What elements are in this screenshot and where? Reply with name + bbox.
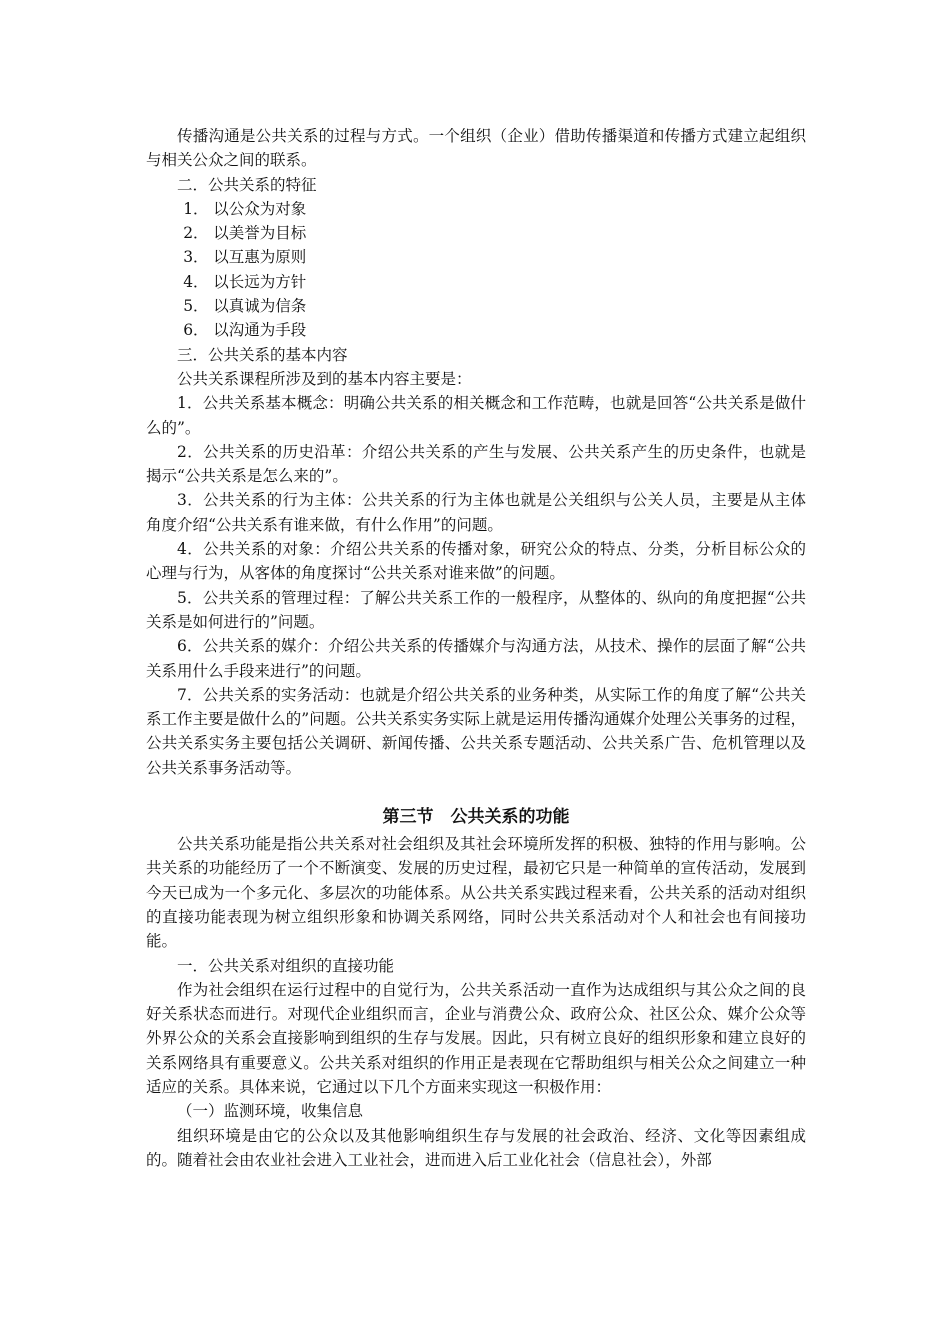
subheading-monitor-environment: （一）监测环境，收集信息 xyxy=(177,1102,364,1121)
paragraph-environment: 组织环境是由它的公众以及其他影响组织生存与发展的社会政治、经济、文化等因素组成的。随着社会由农业社会进入工业社会，进而进入后工业化社会（信息社会），外部 xyxy=(146,1126,806,1169)
content-item-1: 1．公共关系基本概念：明确公共关系的相关概念和工作范畴，也就是回答“公共关系是做什么的”。 xyxy=(146,394,806,437)
list-item: 3． 以互惠为原则 xyxy=(183,248,307,267)
content-item-6: 6．公共关系的媒介：介绍公共关系的传播媒介与沟通方法，从技术、操作的层面了解“公共关系用什么手段来进行”的问题。 xyxy=(146,637,806,680)
heading-direct-function: 一．公共关系对组织的直接功能 xyxy=(177,956,395,975)
content-item-5: 5．公共关系的管理过程：了解公共关系工作的一般程序，从整体的、纵向的角度把握“公共关系是如何进行的”问题。 xyxy=(146,588,806,631)
list-item: 2． 以美誉为目标 xyxy=(183,224,307,243)
paragraph-direct-function: 作为社会组织在运行过程中的自觉行为，公共关系活动一直作为达成组织与其公众之间的良好关系状态而进行。对现代企业组织而言，企业与消费公众、政府公众、社区公众、媒介公众等外界公众的关系会直接影响到组织的生存与发展。因此，只有树立良好的组织形象和建立良好的关系网络具有重要意义。公共关系对组织的作用正是表现在它帮助组织与相关公众之间建立一种适应的关系。具体来说，它通过以下几个方面来实现这一积极作用： xyxy=(146,980,806,1096)
paragraph-communication: 传播沟通是公共关系的过程与方式。一个组织（企业）借助传播渠道和传播方式建立起组织与相关公众之间的联系。 xyxy=(146,127,806,170)
features-list xyxy=(146,197,806,343)
content-item-7: 7．公共关系的实务活动：也就是介绍公共关系的业务种类，从实际工作的角度了解“公共关系工作主要是做什么的”问题。公共关系实务实际上就是运用传播沟通媒介处理公关事务的过程，公共关系实务主要包括公关调研、新闻传播、公共关系专题活动、公共关系广告、危机管理以及公共关系事务活动等。 xyxy=(146,685,806,777)
list-item: 6． 以沟通为手段 xyxy=(183,321,307,340)
document-page xyxy=(146,124,806,1172)
heading-basic-content: 三．公共关系的基本内容 xyxy=(177,345,348,364)
list-item: 1． 以公众为对象 xyxy=(183,199,307,218)
paragraph-function-overview: 公共关系功能是指公共关系对社会组织及其社会环境所发挥的积极、独特的作用与影响。公共关系的功能经历了一个不断演变、发展的历史过程，最初它只是一种简单的宣传活动，发展到今天已成为一个多元化、多层次的功能体系。从公共关系实践过程来看，公共关系的活动对组织的直接功能表现为树立组织形象和协调关系网络，同时公共关系活动对个人和社会也有间接功能。 xyxy=(146,835,806,951)
content-item-2: 2．公共关系的历史沿革：介绍公共关系的产生与发展、公共关系产生的历史条件，也就是揭示“公共关系是怎么来的”。 xyxy=(146,442,806,486)
section-title: 第三节 公共关系的功能 xyxy=(382,807,570,828)
content-item-3: 3．公共关系的行为主体：公共关系的行为主体也就是公关组织与公关人员，主要是从主体角度介绍“公共关系有谁来做，有什么作用”的问题。 xyxy=(146,491,806,534)
list-item: 4． 以长远为方针 xyxy=(183,272,307,291)
content-item-4: 4．公共关系的对象：介绍公共关系的传播对象，研究公众的特点、分类，分析目标公众的心理与行为，从客体的角度探讨“公共关系对谁来做”的问题。 xyxy=(146,540,806,583)
list-item: 5． 以真诚为信条 xyxy=(183,297,307,316)
heading-features: 二．公共关系的特征 xyxy=(177,175,317,194)
paragraph-intro: 公共关系课程所涉及到的基本内容主要是： xyxy=(177,369,472,388)
